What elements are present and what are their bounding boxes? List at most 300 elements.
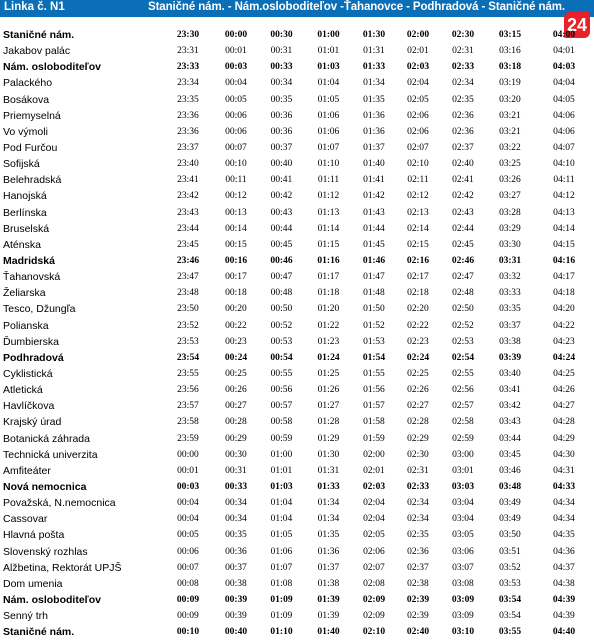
departure-time: 01:30 (317, 449, 340, 460)
table-row (0, 463, 594, 479)
departure-time: 23:33 (176, 62, 200, 73)
departure-time: 02:23 (407, 336, 429, 347)
departure-time: 02:34 (452, 78, 474, 89)
stop-name: Atletická (3, 384, 43, 397)
departure-time: 00:39 (224, 594, 248, 605)
departure-time: 01:39 (317, 611, 340, 622)
departure-time: 01:29 (317, 433, 340, 444)
departure-time: 02:31 (407, 465, 429, 476)
departure-time: 00:07 (225, 143, 247, 154)
departure-time: 03:49 (499, 498, 521, 509)
table-row (0, 544, 594, 560)
departure-time: 00:34 (225, 514, 247, 525)
departure-time: 00:29 (225, 433, 247, 444)
departure-time: 01:22 (317, 320, 340, 331)
departure-time: 00:42 (270, 191, 293, 202)
departure-time: 00:25 (225, 369, 247, 380)
departure-time: 00:30 (225, 449, 247, 460)
departure-time: 01:04 (270, 514, 293, 525)
departure-time: 02:53 (452, 336, 474, 347)
departure-time: 01:33 (317, 482, 340, 492)
table-row (0, 285, 594, 301)
stop-name: Technická univerzita (3, 448, 98, 461)
departure-time: 02:42 (452, 191, 474, 202)
table-row (0, 447, 594, 463)
departure-time: 01:59 (363, 433, 385, 444)
departure-time: 00:40 (224, 627, 248, 638)
departure-time: 03:52 (499, 562, 521, 573)
stop-name: Bosákova (3, 93, 50, 106)
departure-time: 04:35 (553, 530, 575, 541)
stop-name: Nová nemocnica (3, 481, 87, 493)
departure-time: 04:37 (553, 562, 575, 573)
departure-time: 00:27 (225, 401, 247, 412)
logo-badge: 24 (564, 12, 590, 38)
table-row (0, 334, 594, 350)
departure-time: 03:15 (498, 30, 522, 41)
departure-time: 01:37 (363, 143, 385, 154)
departure-time: 03:50 (499, 530, 521, 541)
departure-time: 01:47 (363, 272, 385, 283)
departure-time: 04:33 (552, 482, 576, 492)
line-number: Linka č. N1 (4, 1, 65, 13)
departure-time: 01:06 (270, 546, 293, 557)
departure-time: 01:24 (317, 352, 340, 363)
departure-time: 00:41 (270, 175, 293, 186)
departure-time: 03:21 (499, 110, 521, 121)
departure-time: 03:54 (498, 594, 522, 605)
departure-time: 01:39 (317, 594, 340, 605)
departure-time: 04:10 (553, 159, 575, 170)
departure-time: 00:05 (177, 530, 199, 541)
departure-time: 01:40 (363, 159, 385, 170)
departure-time: 23:30 (176, 30, 200, 41)
departure-time: 02:06 (363, 546, 385, 557)
departure-time: 02:47 (452, 272, 474, 283)
departure-time: 00:56 (270, 385, 293, 396)
departure-time: 02:10 (407, 159, 429, 170)
departure-time: 04:14 (553, 223, 575, 234)
departure-time: 02:04 (407, 78, 429, 89)
departure-time: 00:39 (225, 611, 247, 622)
departure-time: 23:54 (176, 352, 200, 363)
departure-time: 00:36 (270, 126, 293, 137)
departure-time: 02:07 (363, 562, 385, 573)
departure-time: 03:27 (499, 191, 521, 202)
departure-time: 23:45 (177, 239, 199, 250)
departure-time: 02:09 (362, 594, 386, 605)
departure-time: 02:44 (452, 223, 474, 234)
departure-time: 00:35 (270, 94, 293, 105)
departure-time: 02:39 (406, 594, 430, 605)
departure-time: 03:21 (499, 126, 521, 137)
departure-time: 00:36 (270, 110, 293, 121)
departure-time: 04:22 (553, 320, 575, 331)
departure-time: 00:54 (270, 352, 293, 363)
departure-time: 01:04 (270, 498, 293, 509)
stop-name: Cyklistická (3, 368, 53, 381)
departure-time: 02:45 (452, 239, 474, 250)
departure-time: 00:23 (225, 336, 247, 347)
departure-time: 00:09 (177, 611, 199, 622)
stop-name: Alžbetina, Rektorát UPJŠ (3, 561, 122, 574)
departure-time: 02:09 (363, 611, 385, 622)
departure-time: 23:58 (177, 417, 199, 428)
departure-time: 01:26 (317, 385, 340, 396)
table-row (0, 479, 594, 495)
departure-time: 02:30 (407, 449, 429, 460)
departure-time: 04:12 (553, 191, 575, 202)
departure-time: 04:30 (553, 449, 575, 460)
departure-time: 01:17 (317, 272, 340, 283)
departure-time: 02:08 (363, 578, 385, 589)
departure-time: 02:50 (452, 304, 474, 315)
departure-time: 01:33 (362, 62, 386, 73)
departure-time: 02:14 (407, 223, 429, 234)
departure-time: 03:42 (499, 401, 521, 412)
table-row (0, 576, 594, 592)
departure-time: 00:40 (270, 159, 293, 170)
departure-time: 02:01 (407, 46, 429, 57)
stop-name: Hlavná pošta (3, 529, 65, 542)
stop-name: Aténska (3, 238, 41, 251)
departure-time: 03:09 (451, 594, 475, 605)
departure-time: 02:12 (407, 191, 429, 202)
departure-time: 00:59 (270, 433, 293, 444)
departure-time: 03:43 (499, 417, 521, 428)
departure-time: 02:31 (452, 46, 474, 57)
departure-time: 01:35 (317, 530, 340, 541)
departure-time: 00:48 (270, 288, 293, 299)
table-row (0, 59, 594, 75)
departure-time: 00:38 (225, 578, 247, 589)
departure-time: 02:29 (407, 433, 429, 444)
departure-time: 03:33 (499, 288, 521, 299)
departure-time: 01:23 (317, 336, 340, 347)
departure-time: 02:58 (452, 417, 474, 428)
departure-time: 03:44 (499, 433, 521, 444)
table-row (0, 269, 594, 285)
departure-time: 00:44 (270, 223, 293, 234)
departure-time: 04:28 (553, 417, 575, 428)
departure-time: 02:01 (363, 465, 385, 476)
departure-time: 03:25 (499, 159, 521, 170)
departure-time: 04:39 (553, 611, 575, 622)
table-row (0, 221, 594, 237)
departure-time: 01:01 (270, 465, 293, 476)
table-row (0, 140, 594, 156)
departure-time: 04:31 (553, 465, 575, 476)
departure-time: 04:20 (553, 304, 575, 315)
departure-time: 00:34 (270, 78, 293, 89)
departure-time: 01:05 (317, 94, 340, 105)
departure-time: 02:38 (407, 578, 429, 589)
departure-time: 02:40 (406, 627, 430, 638)
departure-time: 04:40 (552, 627, 576, 638)
departure-time: 23:42 (177, 191, 199, 202)
departure-time: 01:30 (362, 30, 386, 41)
departure-time: 01:08 (270, 578, 293, 589)
departure-time: 01:58 (363, 417, 385, 428)
departure-time: 04:05 (553, 94, 575, 105)
departure-time: 01:04 (317, 78, 340, 89)
departure-time: 02:43 (452, 207, 474, 218)
table-row (0, 172, 594, 188)
stop-name: Bruselská (3, 222, 50, 235)
departure-time: 00:03 (176, 482, 200, 492)
departure-time: 00:08 (177, 578, 199, 589)
departure-time: 23:55 (177, 369, 199, 380)
departure-time: 02:34 (407, 498, 429, 509)
departure-time: 01:48 (363, 288, 385, 299)
departure-time: 23:56 (177, 385, 199, 396)
departure-time: 02:37 (452, 143, 474, 154)
stop-name: Staničné nám. (3, 29, 75, 42)
departure-time: 02:34 (407, 514, 429, 525)
departure-time: 03:22 (499, 143, 521, 154)
departure-time: 04:00 (552, 30, 576, 41)
stop-name: Priemyselná (3, 109, 61, 122)
departure-time: 00:00 (224, 30, 248, 41)
departure-time: 01:11 (317, 175, 340, 186)
departure-time: 00:50 (270, 304, 293, 315)
departure-time: 23:37 (177, 143, 199, 154)
departure-time: 03:04 (452, 498, 474, 509)
departure-time: 00:04 (177, 514, 199, 525)
departure-time: 01:44 (363, 223, 385, 234)
departure-time: 00:15 (225, 239, 247, 250)
departure-time: 03:04 (452, 514, 474, 525)
departure-time: 02:52 (452, 320, 474, 331)
departure-time: 01:34 (317, 514, 340, 525)
departure-time: 04:16 (552, 256, 576, 267)
departure-time: 00:00 (177, 449, 199, 460)
departure-time: 00:11 (225, 175, 247, 186)
departure-time: 03:09 (452, 611, 474, 622)
departure-time: 04:23 (553, 336, 575, 347)
departure-time: 04:34 (553, 514, 575, 525)
departure-time: 01:57 (363, 401, 385, 412)
table-row (0, 560, 594, 576)
departure-time: 02:00 (406, 30, 430, 41)
departure-time: 01:36 (363, 126, 385, 137)
table-row (0, 301, 594, 317)
stop-name: Sofijská (3, 158, 40, 171)
departure-time: 01:15 (317, 239, 340, 250)
departure-time: 23:47 (177, 272, 199, 283)
stop-name: Cassovar (3, 513, 48, 526)
stop-name: Želiarska (3, 287, 46, 300)
departure-time: 03:38 (499, 336, 521, 347)
departure-time: 02:13 (407, 207, 429, 218)
departure-time: 00:55 (270, 369, 293, 380)
table-row (0, 382, 594, 398)
stop-name: Hanojská (3, 190, 47, 203)
departure-time: 02:11 (407, 175, 429, 186)
departure-time: 00:20 (225, 304, 247, 315)
departure-time: 01:31 (363, 46, 385, 57)
departure-time: 02:36 (452, 126, 474, 137)
stop-name: Tesco, Džungľa (3, 303, 76, 316)
departure-time: 01:06 (317, 126, 340, 137)
departure-time: 04:07 (553, 143, 575, 154)
departure-time: 23:46 (176, 256, 200, 267)
departure-time: 01:01 (317, 46, 340, 57)
table-row (0, 624, 594, 640)
departure-time: 23:36 (177, 126, 199, 137)
departure-time: 03:18 (498, 62, 522, 73)
table-row (0, 92, 594, 108)
departure-time: 03:16 (499, 46, 521, 57)
departure-time: 00:30 (270, 30, 293, 41)
departure-time: 01:12 (317, 191, 340, 202)
stop-name: Botanická záhrada (3, 432, 90, 445)
departure-time: 00:04 (225, 78, 247, 89)
departure-time: 01:34 (317, 498, 340, 509)
departure-time: 23:57 (177, 401, 199, 412)
departure-time: 23:31 (177, 46, 199, 57)
departure-time: 01:09 (270, 611, 293, 622)
departure-time: 04:24 (552, 352, 576, 363)
departure-time: 04:38 (553, 578, 575, 589)
departure-time: 04:17 (553, 272, 575, 283)
departure-time: 00:10 (225, 159, 247, 170)
stop-name: Ťahanovská (3, 271, 61, 284)
stop-name: Staničné nám. (3, 626, 75, 639)
departure-time: 00:04 (177, 498, 199, 509)
departure-time: 00:10 (176, 627, 200, 638)
departure-time: 02:17 (407, 272, 429, 283)
departure-time: 00:18 (225, 288, 247, 299)
departure-time: 03:19 (499, 78, 521, 89)
table-row (0, 527, 594, 543)
stop-name: Palackého (3, 77, 53, 90)
departure-time: 02:10 (362, 627, 386, 638)
departure-time: 00:05 (225, 94, 247, 105)
departure-time: 01:28 (317, 417, 340, 428)
departure-time: 23:53 (177, 336, 199, 347)
departure-time: 02:33 (406, 482, 430, 492)
departure-time: 02:46 (451, 256, 475, 267)
departure-time: 00:31 (225, 465, 247, 476)
departure-time: 02:28 (407, 417, 429, 428)
route-description: Staničné nám. - Nám.osloboditeľov -Ťahanovce - Podhradová - Staničné nám. (148, 1, 565, 13)
departure-time: 03:06 (452, 546, 474, 557)
departure-time: 01:56 (363, 385, 385, 396)
departure-time: 00:13 (225, 207, 247, 218)
departure-time: 04:03 (552, 62, 576, 73)
departure-time: 00:47 (270, 272, 293, 283)
stop-name: Pod Furčou (3, 142, 58, 155)
departure-time: 03:26 (499, 175, 521, 186)
departure-time: 23:52 (177, 320, 199, 331)
departure-time: 01:55 (363, 369, 385, 380)
departure-time: 03:00 (452, 449, 474, 460)
table-row (0, 431, 594, 447)
stop-name: Senný trh (3, 610, 48, 623)
departure-time: 00:45 (270, 239, 293, 250)
departure-time: 00:14 (225, 223, 247, 234)
departure-time: 02:15 (407, 239, 429, 250)
departure-time: 01:46 (362, 256, 386, 267)
departure-time: 00:34 (225, 498, 247, 509)
departure-time: 04:39 (552, 594, 576, 605)
departure-time: 02:03 (406, 62, 430, 73)
table-row (0, 156, 594, 172)
stop-name: Nám. osloboditeľov (3, 593, 101, 606)
departure-time: 03:31 (498, 256, 522, 267)
departure-time: 23:35 (177, 94, 199, 105)
departure-time: 04:06 (553, 110, 575, 121)
stop-name: Dom umenia (3, 577, 63, 590)
departure-time: 02:40 (452, 159, 474, 170)
timetable (0, 27, 594, 640)
departure-time: 04:01 (553, 46, 575, 57)
table-row (0, 205, 594, 221)
departure-time: 02:25 (407, 369, 429, 380)
departure-time: 03:37 (499, 320, 521, 331)
departure-time: 00:09 (176, 594, 200, 605)
departure-time: 00:43 (270, 207, 293, 218)
departure-time: 23:44 (177, 223, 199, 234)
departure-time: 04:34 (553, 498, 575, 509)
departure-time: 01:50 (363, 304, 385, 315)
departure-time: 02:35 (407, 530, 429, 541)
departure-time: 01:18 (317, 288, 340, 299)
departure-time: 01:07 (270, 562, 293, 573)
departure-time: 00:28 (225, 417, 247, 428)
departure-time: 01:25 (317, 369, 340, 380)
departure-time: 01:09 (270, 594, 293, 605)
departure-time: 00:35 (225, 530, 247, 541)
departure-time: 02:36 (452, 110, 474, 121)
departure-time: 02:30 (451, 30, 475, 41)
stop-name: Považská, N.nemocnica (3, 497, 116, 510)
departure-time: 03:55 (498, 627, 522, 638)
departure-time: 03:41 (499, 385, 521, 396)
stop-name: Ďumbierska (3, 335, 60, 348)
departure-time: 04:29 (553, 433, 575, 444)
departure-time: 02:07 (407, 143, 429, 154)
table-row (0, 318, 594, 334)
departure-time: 00:57 (270, 401, 293, 412)
departure-time: 23:43 (177, 207, 199, 218)
departure-time: 00:24 (224, 352, 248, 363)
stop-name: Polianska (3, 319, 49, 332)
departure-time: 03:35 (499, 304, 521, 315)
departure-time: 02:36 (407, 546, 429, 557)
departure-time: 03:53 (499, 578, 521, 589)
table-row (0, 608, 594, 624)
table-row (0, 75, 594, 91)
stop-name: Podhradová (3, 351, 64, 364)
departure-time: 01:14 (317, 223, 340, 234)
departure-time: 04:04 (553, 78, 575, 89)
departure-time: 03:32 (499, 272, 521, 283)
departure-time: 03:07 (452, 562, 474, 573)
departure-time: 01:54 (362, 352, 386, 363)
departure-time: 00:01 (225, 46, 247, 57)
departure-time: 02:54 (451, 352, 475, 363)
departure-time: 00:17 (225, 272, 247, 283)
departure-time: 00:36 (225, 546, 247, 557)
departure-time: 00:01 (177, 465, 199, 476)
departure-time: 23:41 (177, 175, 199, 186)
departure-time: 02:41 (452, 175, 474, 186)
departure-time: 02:37 (407, 562, 429, 573)
departure-time: 23:34 (177, 78, 199, 89)
departure-time: 00:03 (224, 62, 248, 73)
